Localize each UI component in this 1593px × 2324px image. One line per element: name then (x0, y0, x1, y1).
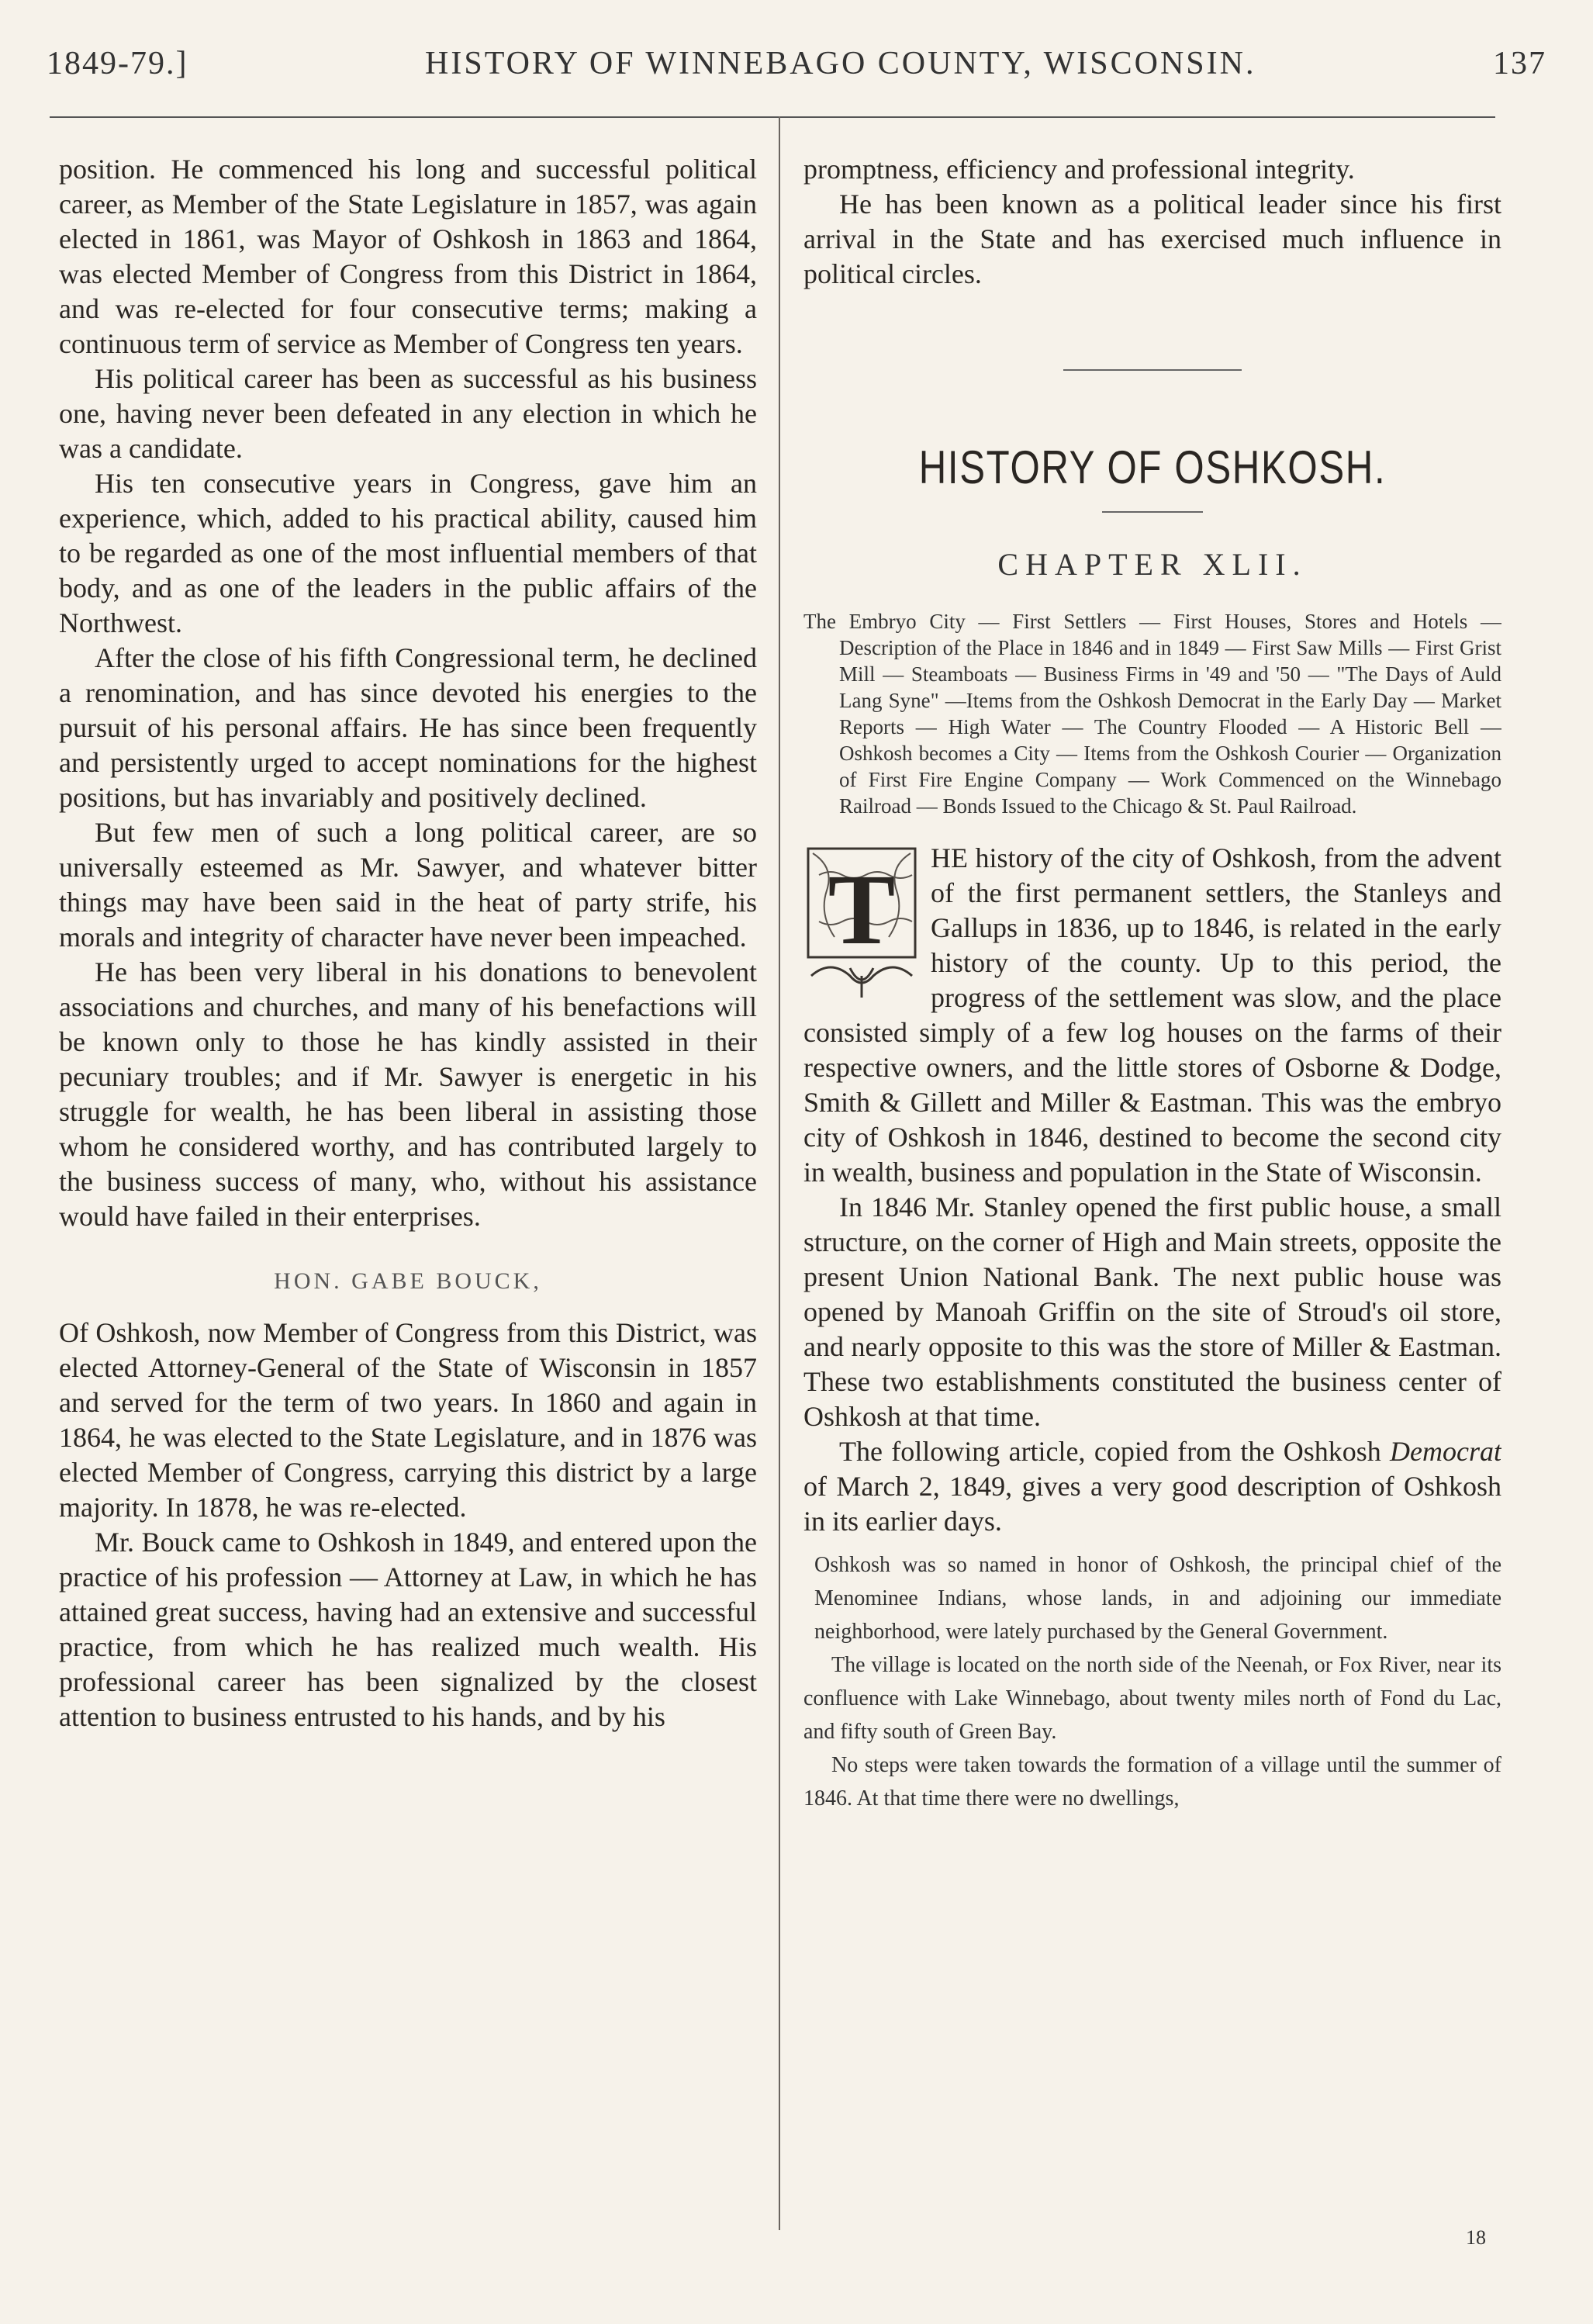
chapter-synopsis: The Embryo City — First Settlers — First Houses, Stores and Hotels — Description of the Place in 1846 and in 1849 — First Saw Mills — First Grist Mill — Steamboats — Business Firms in '49 and '50 — "The Days of Auld Lang Syne" —Items from the Oshkosh Democrat in the Early Day — Market Reports — High Water — The Country Flooded — A Historic Bell — Oshkosh becomes a City — Items from the Oshkosh Courier — Organization of First Fire Engine Company — Work Commenced on the Winnebago Railroad — Bonds Issued to the Chicago & St. Paul Railroad. (803, 610, 1501, 818)
excerpt-paragraph: The village is located on the north side of the Neenah, or Fox River, near its confluence with Lake Winnebago, about twenty miles north of Fond du Lac, and fifty south of Green Bay. (803, 1653, 1501, 1744)
paragraph: position. He commenced his long and successful political career, as Member of the State Legislature in 1857, was again elected in 1861, was Mayor of Oshkosh in 1863 and 1864, was elected Member of Congress from this District in 1864, and was re-elected for four consecutive terms; making a continuous term of service as Member of Congress ten years. (59, 154, 757, 359)
quoted-excerpt (803, 1548, 1501, 1815)
section-title: HISTORY OF OSHKOSH. (918, 441, 1387, 493)
chapter-heading: CHAPTER XLII. (997, 547, 1308, 582)
newspaper-title: Democrat (1390, 1436, 1501, 1467)
header-title: HISTORY OF WINNEBAGO COUNTY, WISCONSIN. (425, 46, 1256, 81)
biography-subhead: HON. GABE BOUCK, (274, 1268, 542, 1294)
paragraph: In 1846 Mr. Stanley opened the first public house, a small structure, on the corner of High and Main streets, opposite the present Union National Bank. The next public house was opened by Manoah Griffin on the site of Stroud's oil store, and nearly opposite to this was the store of Miller & Eastman. These two establishments constituted the business center of Oshkosh at that time. (803, 1191, 1501, 1432)
paragraph: Mr. Bouck came to Oshkosh in 1849, and entered upon the practice of his profession — Attorney at Law, in which he has attained great success, having had an extensive and successful practice, from which he has realized much wealth. His professional career has been signalized by the closest attention to business entrusted to his hands, and by his (59, 1527, 757, 1732)
paragraph: His ten consecutive years in Congress, gave him an experience, which, added to his practical ability, caused him to be regarded as one of the most influential members of that body, and as one of the leaders in the public affairs of the Northwest. (59, 468, 757, 638)
dropcap-letter: T (828, 854, 896, 966)
header-dates: 1849-79.] (47, 46, 188, 81)
paragraph: promptness, efficiency and professional integrity. (803, 154, 1355, 185)
paragraph: But few men of such a long political career, are so universally esteemed as Mr. Sawyer, and whatever bitter things may have been said in the heat of party strife, his morals and integrity of character have never been impeached. (59, 817, 757, 953)
ornamental-dropcap-icon (803, 844, 920, 1003)
column-divider (779, 116, 780, 2230)
header-rule (50, 116, 1495, 118)
paragraph: Of Oshkosh, now Member of Congress from this District, was elected Attorney-General of the State of Wisconsin in 1857 and served for the term of two years. In 1860 and again in 1864, he was elected to the State Legislature, and in 1876 was elected Member of Congress, carrying this district by a large majority. In 1878, he was re-elected. (59, 1317, 757, 1523)
chapter-opening (803, 841, 1501, 1190)
paragraph: His political career has been as successful as his business one, having never been defeated in any election in which he was a candidate. (59, 363, 757, 464)
title-rule (1102, 511, 1203, 513)
paragraph: HE history of the city of Oshkosh, from the advent of the first permanent settlers, the Stanleys and Gallups in 1836, up to 1846, is related in the early history of the county. Up to this period, the progress of the settlement was slow, and the place consisted simply of a few log houses on the farms of their respective owners, and the little stores of Osborne & Dodge, Smith & Gillett and Miller & Eastman. This was the embryo city of Oshkosh in 1846, destined to become the second city in wealth, business and population in the State of Wisconsin. (803, 842, 1501, 1188)
paragraph: He has been known as a political leader since his first arrival in the State and has exercised much influence in political circles. (803, 188, 1501, 289)
section-rule (1063, 369, 1242, 371)
paragraph-text: The following article, copied from the Oshkosh (839, 1436, 1381, 1467)
right-column (803, 152, 1501, 2246)
page-number: 137 (1493, 46, 1546, 81)
paragraph: After the close of his fifth Congressional term, he declined a renomination, and has since devoted his energies to the pursuit of his personal affairs. He has since been frequently and persistently urged to accept nominations for the highest positions, but has invariably and positively declined. (59, 642, 757, 813)
paragraph-text: of March 2, 1849, gives a very good description of Oshkosh in its earlier days. (803, 1471, 1501, 1537)
page-header (47, 45, 1546, 92)
left-column (59, 152, 757, 2246)
paragraph (803, 1434, 1501, 1539)
excerpt-paragraph: No steps were taken towards the formation of a village until the summer of 1846. At that time there were no dwellings, (803, 1753, 1501, 1810)
excerpt-paragraph: Oshkosh was so named in honor of Oshkosh, the principal chief of the Menominee Indians, whose lands, in and adjoining our immediate neighborhood, were lately purchased by the General Government. (814, 1553, 1501, 1644)
signature-mark: 18 (1466, 2226, 1486, 2249)
paragraph: He has been very liberal in his donations to benevolent associations and churches, and many of his benefactions will be known only to those he has kindly assisted in their pecuniary troubles; and if Mr. Sawyer is energetic in his struggle for wealth, he has been liberal in assisting those whom he considered worthy, and has contributed largely to the business success of many, who, without his assistance would have failed in their enterprises. (59, 956, 757, 1232)
